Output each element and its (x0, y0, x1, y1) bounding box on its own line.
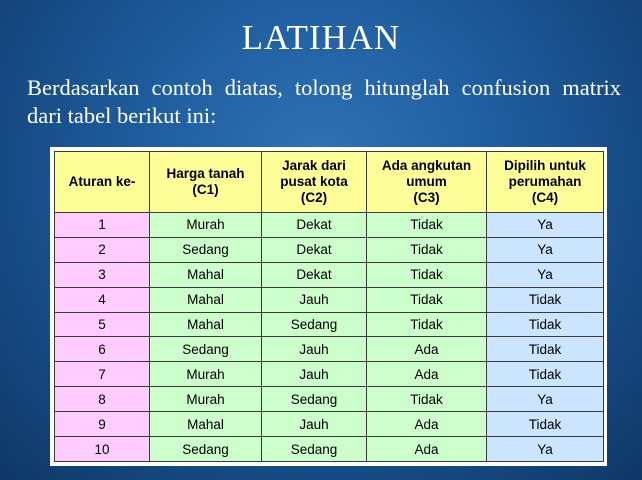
header-line: Jarak dari (282, 158, 346, 173)
header-line: Ada angkutan (381, 158, 472, 173)
table-cell: Tidak (367, 387, 487, 412)
table-cell: 4 (55, 287, 150, 312)
table-header-row (55, 152, 604, 213)
table-cell: Mahal (150, 262, 262, 287)
slide-title: LATIHAN (241, 18, 401, 57)
table-cell: Tidak (367, 213, 487, 238)
table-cell: Tidak (487, 312, 604, 337)
table-cell: Ya (487, 437, 604, 462)
table-row (55, 387, 604, 412)
table-cell: Sedang (150, 337, 262, 362)
table-cell: Tidak (367, 287, 487, 312)
table-row (55, 312, 604, 337)
table-cell: Tidak (487, 412, 604, 437)
table-cell: Dekat (262, 262, 367, 287)
table-cell: Mahal (150, 412, 262, 437)
header-line: (C1) (192, 182, 219, 197)
table-cell: Ada (367, 437, 487, 462)
table-cell: 9 (55, 412, 150, 437)
table-cell: Sedang (262, 312, 367, 337)
table-row (55, 412, 604, 437)
header-line: (C4) (531, 190, 559, 205)
data-table-container (50, 147, 607, 466)
table-cell: Murah (150, 213, 262, 238)
header-line: umum (406, 174, 447, 189)
table-cell: Tidak (487, 287, 604, 312)
table-cell: Tidak (367, 262, 487, 287)
header-line: (C3) (413, 190, 440, 205)
table-cell: Jauh (262, 287, 367, 312)
table-cell: Sedang (150, 237, 262, 262)
table-cell: Jauh (262, 337, 367, 362)
table-row (55, 237, 604, 262)
header-angkutan (367, 152, 487, 213)
table-row (55, 337, 604, 362)
table-cell: Jauh (262, 412, 367, 437)
table-cell: 2 (55, 237, 150, 262)
table-cell: Ada (367, 362, 487, 387)
header-aturan (55, 152, 150, 213)
table-cell: 10 (55, 437, 150, 462)
table-row (55, 437, 604, 462)
table-row (55, 287, 604, 312)
table-cell: Tidak (367, 237, 487, 262)
table-cell: Tidak (487, 362, 604, 387)
table-cell: Mahal (150, 312, 262, 337)
table-cell: 1 (55, 213, 150, 238)
header-dipilih (487, 152, 604, 213)
header-line: Aturan ke- (68, 174, 136, 189)
table-cell: Murah (150, 387, 262, 412)
table-row (55, 213, 604, 238)
table-cell: Sedang (262, 387, 367, 412)
table-cell: Tidak (367, 312, 487, 337)
table-cell: Dekat (262, 237, 367, 262)
header-line: perumahan (508, 174, 582, 189)
data-table (54, 151, 604, 462)
table-cell: Ya (487, 237, 604, 262)
table-cell: 8 (55, 387, 150, 412)
header-line: Harga tanah (166, 166, 245, 181)
table-cell: Sedang (262, 437, 367, 462)
table-row (55, 262, 604, 287)
header-jarak (262, 152, 367, 213)
header-line: pusat kota (280, 174, 348, 189)
table-cell: Jauh (262, 362, 367, 387)
table-row (55, 362, 604, 387)
table-cell: Ya (487, 262, 604, 287)
header-harga-tanah (150, 152, 262, 213)
table-cell: Sedang (150, 437, 262, 462)
table-cell: 5 (55, 312, 150, 337)
table-body (55, 213, 604, 462)
table-cell: Mahal (150, 287, 262, 312)
table-cell: Ya (487, 387, 604, 412)
slide-intro-text: Berdasarkan contoh diatas, tolong hitunglah confusion matrix dari tabel berikut ini: (27, 75, 621, 128)
table-cell: Tidak (487, 337, 604, 362)
header-line: (C2) (300, 190, 328, 205)
table-cell: Dekat (262, 213, 367, 238)
table-cell: 3 (55, 262, 150, 287)
table-cell: Ya (487, 213, 604, 238)
header-line: Dipilih untuk (504, 158, 586, 173)
table-cell: Murah (150, 362, 262, 387)
table-cell: 7 (55, 362, 150, 387)
table-cell: 6 (55, 337, 150, 362)
table-cell: Ada (367, 412, 487, 437)
table-cell: Ada (367, 337, 487, 362)
